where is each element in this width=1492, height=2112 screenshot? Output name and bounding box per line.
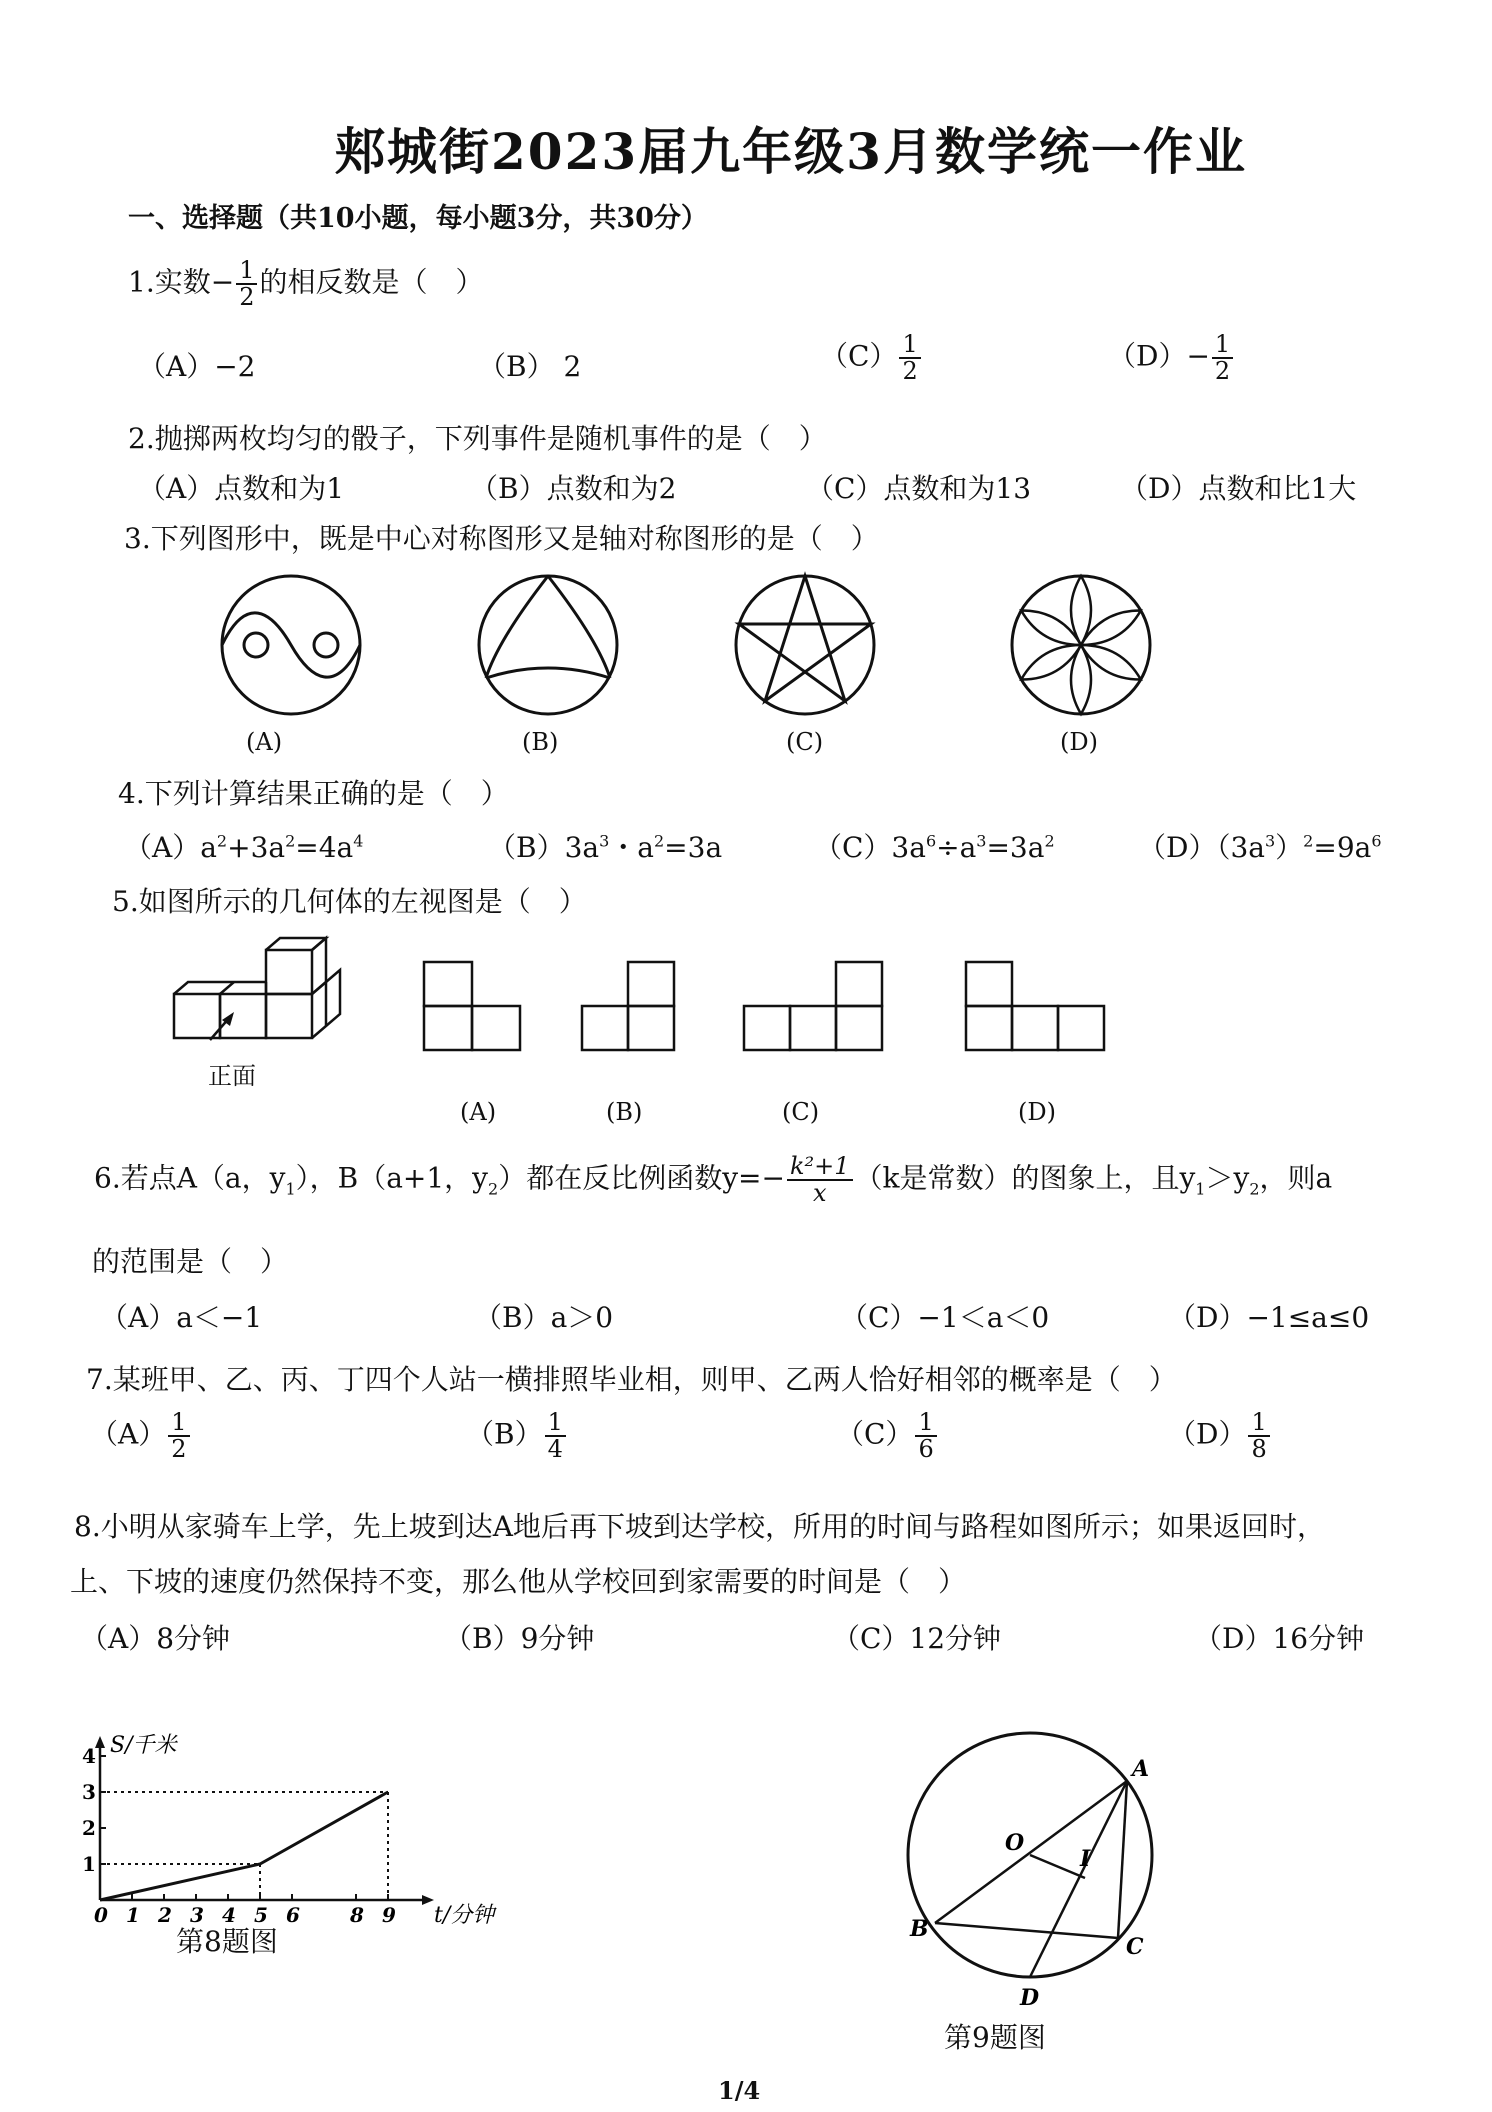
- question-7-option-b[interactable]: （B） $\frac{1}{4}$: [466, 1410, 568, 1462]
- question-2-option-a[interactable]: （A）点数和为1: [138, 472, 345, 505]
- q9-point-a: A: [1132, 1756, 1150, 1782]
- question-1-option-c[interactable]: （C） $\frac{1}{2}$: [820, 332, 923, 384]
- q5-label-b: (B): [606, 1098, 643, 1126]
- question-4-option-d[interactable]: $(D)(3a^3)^2=9a^6$: [1138, 831, 1382, 864]
- y-tick-label: 1: [82, 1852, 96, 1876]
- question-6-stem-line2: 的范围是（ ）: [92, 1245, 289, 1278]
- q5-label-c: (C): [782, 1098, 820, 1126]
- q3-figure-a: [216, 570, 366, 720]
- question-7-option-a[interactable]: （A） $\frac{1}{2}$: [90, 1410, 192, 1462]
- x-tick-label: 6: [286, 1903, 300, 1927]
- question-1-option-d[interactable]: （D）− $\frac{1}{2}$: [1108, 332, 1235, 384]
- y-tick-label: 4: [82, 1744, 96, 1768]
- question-2-option-b[interactable]: （B）点数和为2: [470, 472, 677, 505]
- question-4-option-a[interactable]: $(A)a^2+3a^2=4a^4$: [124, 831, 364, 864]
- q5-view-d: [960, 958, 1110, 1054]
- question-8-line-1: 8.小明从家骑车上学，先上坡到达A地后再下坡到达学校，所用的时间与路程如图所示；如果返回时，: [74, 1510, 1325, 1543]
- question-4-stem: 4.下列计算结果正确的是（ ）: [118, 777, 509, 810]
- x-axis-label: t/分钟: [434, 1903, 495, 1928]
- q3-label-c: (C): [786, 728, 824, 756]
- q5-label-a: (A): [460, 1098, 497, 1126]
- x-axis-arrow: [422, 1895, 434, 1905]
- q3-figure-c: [730, 570, 880, 720]
- series-line: [100, 1792, 388, 1900]
- question-2-stem: 2.抛掷两枚均匀的骰子，下列事件是随机事件的是（ ）: [128, 422, 827, 455]
- section-heading: 一、选择题（共10小题，每小题3分，共30分）: [128, 203, 708, 234]
- q9-point-i: I: [1080, 1846, 1091, 1872]
- q9-caption: 第9题图: [944, 2021, 1046, 2054]
- question-1-stem: 1.实数− $\frac{1}{2}$ 的相反数是（ ）: [128, 256, 484, 312]
- question-6-option-c[interactable]: （C）−1＜a＜0: [840, 1301, 1050, 1334]
- question-6-option-b[interactable]: （B）a＞0: [474, 1301, 614, 1334]
- question-1-option-b[interactable]: （B） 2: [478, 350, 582, 383]
- q5-view-c: [738, 958, 888, 1054]
- y-tick-label: 3: [82, 1780, 96, 1804]
- q8-distance-time-chart: [60, 1700, 520, 1940]
- x-tick-label: 0: [94, 1903, 108, 1927]
- fraction: $\frac{1}{2}$: [236, 258, 257, 310]
- question-8-option-b[interactable]: （B）9分钟: [444, 1622, 595, 1655]
- question-7-option-c[interactable]: （C） $\frac{1}{6}$: [836, 1410, 939, 1462]
- question-2-option-d[interactable]: （D）点数和比1大: [1120, 472, 1357, 505]
- question-1-option-a[interactable]: （A）−2: [138, 350, 256, 383]
- question-7-stem: 7.某班甲、乙、丙、丁四个人站一横排照毕业相，则甲、乙两人恰好相邻的概率是（ ）: [86, 1363, 1177, 1396]
- page-number: 1/4: [718, 2076, 761, 2105]
- question-6-stem: 6.若点A（a，$y_1$），B（a+1，$y_2$）都在反比例函数y=− $\frac{\text{k²+1}}{x}$ （k是常数）的图象上，且$y_1>y_2$，则a: [94, 1152, 1333, 1208]
- x-tick-label: 4: [222, 1903, 236, 1927]
- q5-label-d: (D): [1018, 1098, 1056, 1126]
- y-tick-label: 2: [82, 1816, 96, 1840]
- question-7-option-d[interactable]: （D） $\frac{1}{8}$: [1168, 1410, 1272, 1462]
- q5-front-label: 正面: [208, 1062, 256, 1090]
- x-tick-label: 3: [190, 1903, 204, 1927]
- x-tick-label: 9: [382, 1903, 396, 1927]
- q5-view-b: [578, 958, 688, 1054]
- q3-figure-b: [473, 570, 623, 720]
- q5-solid-figure: [170, 942, 370, 1050]
- question-4-option-b[interactable]: $(B)3a^3$・$a^2=3a$: [488, 831, 723, 864]
- y-axis-arrow: [95, 1736, 105, 1748]
- q9-point-c: C: [1126, 1934, 1144, 1960]
- x-tick-label: 2: [158, 1903, 172, 1927]
- q3-label-b: (B): [522, 728, 559, 756]
- question-6-option-d[interactable]: （D）−1≤a≤0: [1168, 1301, 1370, 1334]
- question-2-option-c[interactable]: （C）点数和为13: [806, 472, 1032, 505]
- question-5-stem: 5.如图所示的几何体的左视图是（ ）: [112, 885, 587, 918]
- question-4-option-c[interactable]: $(C)3a^6\div a^3=3a^2$: [814, 831, 1055, 864]
- page-title: 郏城街2023届九年级3月数学统一作业: [335, 122, 1247, 181]
- y-axis-label: S/千米: [110, 1733, 177, 1758]
- q9-point-b: B: [910, 1916, 929, 1942]
- x-tick-label: 1: [126, 1903, 140, 1927]
- question-3-stem: 3.下列图形中，既是中心对称图形又是轴对称图形的是（ ）: [124, 522, 879, 555]
- q9-point-o: O: [1005, 1830, 1025, 1856]
- q9-circle-figure: [880, 1710, 1180, 2010]
- q5-view-a: [420, 958, 530, 1054]
- q9-point-d: D: [1020, 1985, 1040, 2011]
- x-tick-label: 8: [350, 1903, 364, 1927]
- question-8-option-c[interactable]: （C）12分钟: [832, 1622, 1002, 1655]
- q8-caption: 第8题图: [176, 1925, 278, 1958]
- question-8-option-d[interactable]: （D）16分钟: [1194, 1622, 1365, 1655]
- q3-figure-d: [1006, 570, 1156, 720]
- x-tick-label: 5: [254, 1903, 268, 1927]
- question-6-option-a[interactable]: （A）a＜−1: [100, 1301, 263, 1334]
- question-8-option-a[interactable]: （A）8分钟: [80, 1622, 231, 1655]
- q3-label-d: (D): [1060, 728, 1098, 756]
- q3-label-a: (A): [246, 728, 283, 756]
- question-8-line-2: 上、下坡的速度仍然保持不变，那么他从学校回到家需要的时间是（ ）: [70, 1565, 967, 1598]
